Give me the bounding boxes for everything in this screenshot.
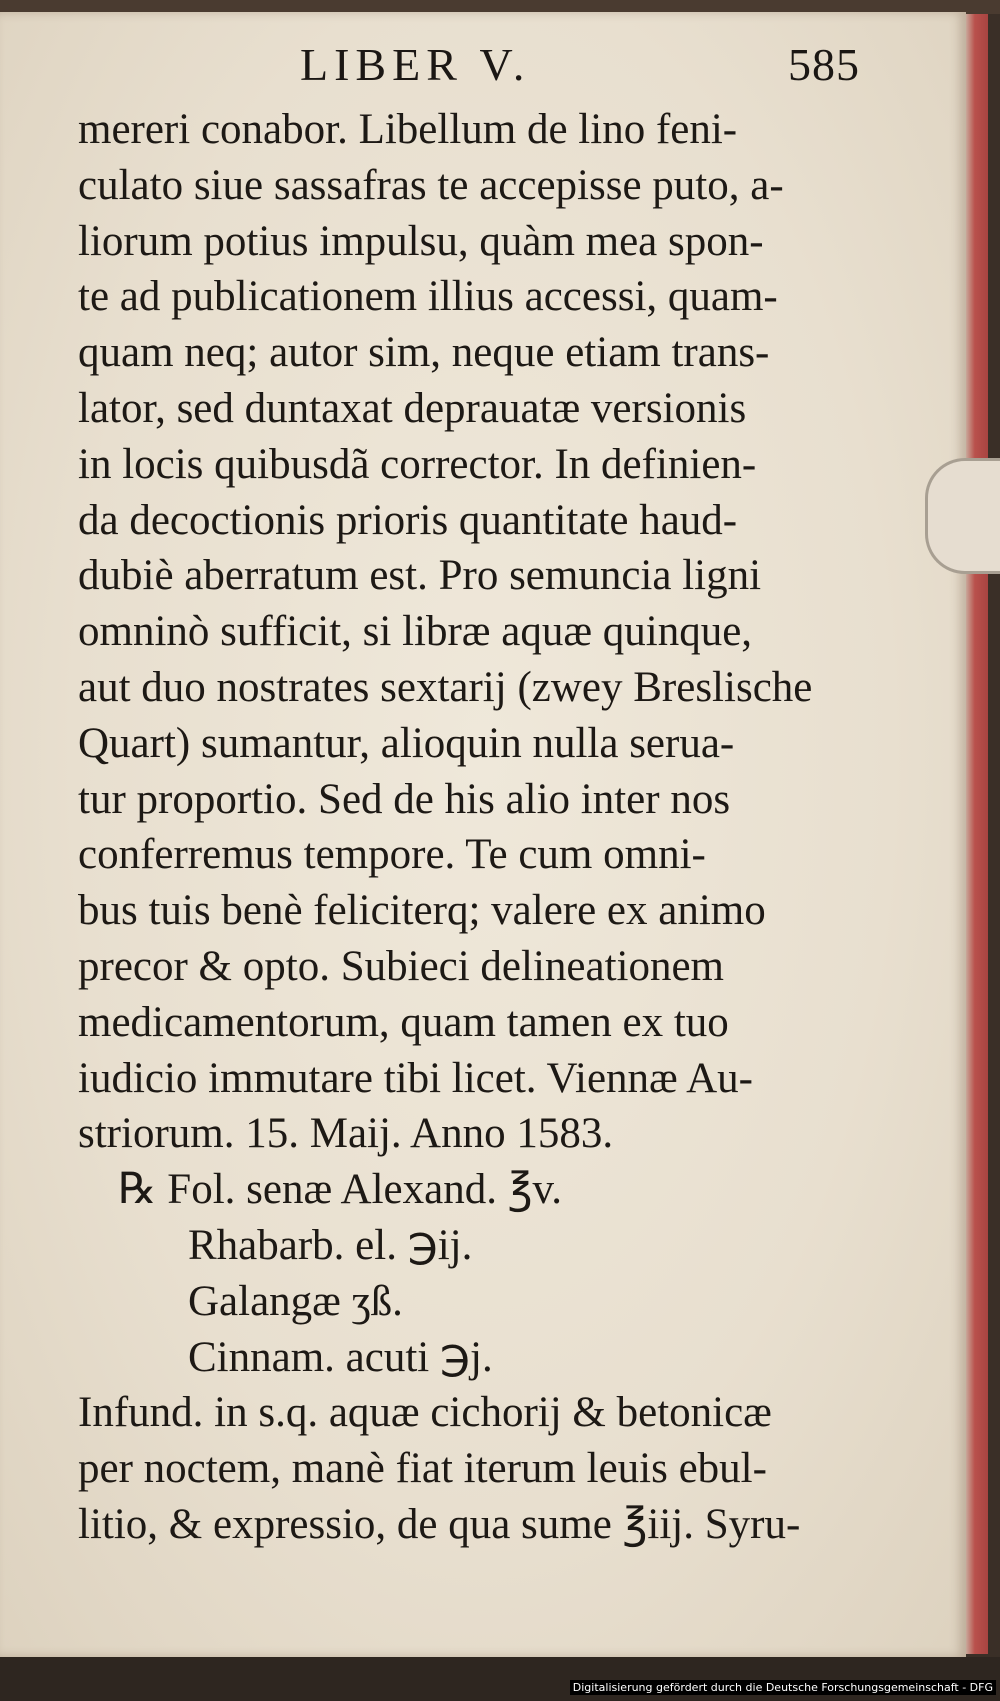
page-number: 585 xyxy=(788,39,860,90)
text-line: quam neq; autor sim, neque etiam trans- xyxy=(78,329,770,377)
scan-footer xyxy=(0,1657,1000,1701)
recipe-line: ℞ Fol. senæ Alexand. ℥v. xyxy=(118,1166,563,1214)
text-line: aut duo nostrates sextarij (zwey Breslische xyxy=(78,663,813,711)
text-line: lator, sed duntaxat deprauatæ versionis xyxy=(78,384,747,432)
text-line: in locis quibusdã corrector. In definien- xyxy=(78,440,757,488)
text-line: Infund. in s.q. aquæ cichorij & betonicæ xyxy=(78,1389,772,1437)
text-line: liorum potius impulsu, quàm mea spon- xyxy=(78,217,764,265)
text-line: mereri conabor. Libellum de lino feni- xyxy=(78,106,738,153)
text-line: tur proportio. Sed de his alio inter nos xyxy=(78,775,731,823)
text-line: medicamentorum, quam tamen ex tuo xyxy=(78,998,729,1046)
running-title: LIBER V. xyxy=(300,39,531,90)
page-edge xyxy=(966,14,988,1654)
text-line: per noctem, manè fiat iterum leuis ebul- xyxy=(78,1445,767,1493)
page-body xyxy=(78,102,838,1553)
recipe-line: Galangæ ʒß. xyxy=(188,1277,403,1325)
text-line: culato siue sassafras te accepisse puto, a- xyxy=(78,161,784,209)
recipe-line: Rhabarb. el. ℈ij. xyxy=(188,1221,473,1269)
text-line: conferremus tempore. Te cum omni- xyxy=(78,831,706,879)
page-clip-tab xyxy=(925,458,1000,574)
text-line: iudicio immutare tibi licet. Viennæ Au- xyxy=(78,1054,753,1102)
text-line: dubiè aberratum est. Pro semuncia ligni xyxy=(78,552,762,600)
text-line: litio, & expressio, de qua sume ℥iij. Syru- xyxy=(78,1500,801,1548)
text-line: striorum. 15. Maij. Anno 1583. xyxy=(78,1110,614,1158)
book-page xyxy=(0,12,966,1657)
digitization-credit: Digitalisierung gefördert durch die Deutsche Forschungsgemeinschaft - DFG xyxy=(570,1680,996,1695)
text-line: da decoctionis prioris quantitate haud- xyxy=(78,496,738,544)
recipe-line: Cinnam. acuti ℈j. xyxy=(188,1333,493,1381)
text-line: bus tuis benè feliciterq; valere ex animo xyxy=(78,887,766,935)
text-line: precor & opto. Subieci delineationem xyxy=(78,942,725,990)
text-line: Quart) sumantur, alioquin nulla serua- xyxy=(78,719,735,767)
text-line: te ad publicationem illius accessi, quam- xyxy=(78,273,778,321)
text-line: omninò sufficit, si libræ aquæ quinque, xyxy=(78,608,753,656)
